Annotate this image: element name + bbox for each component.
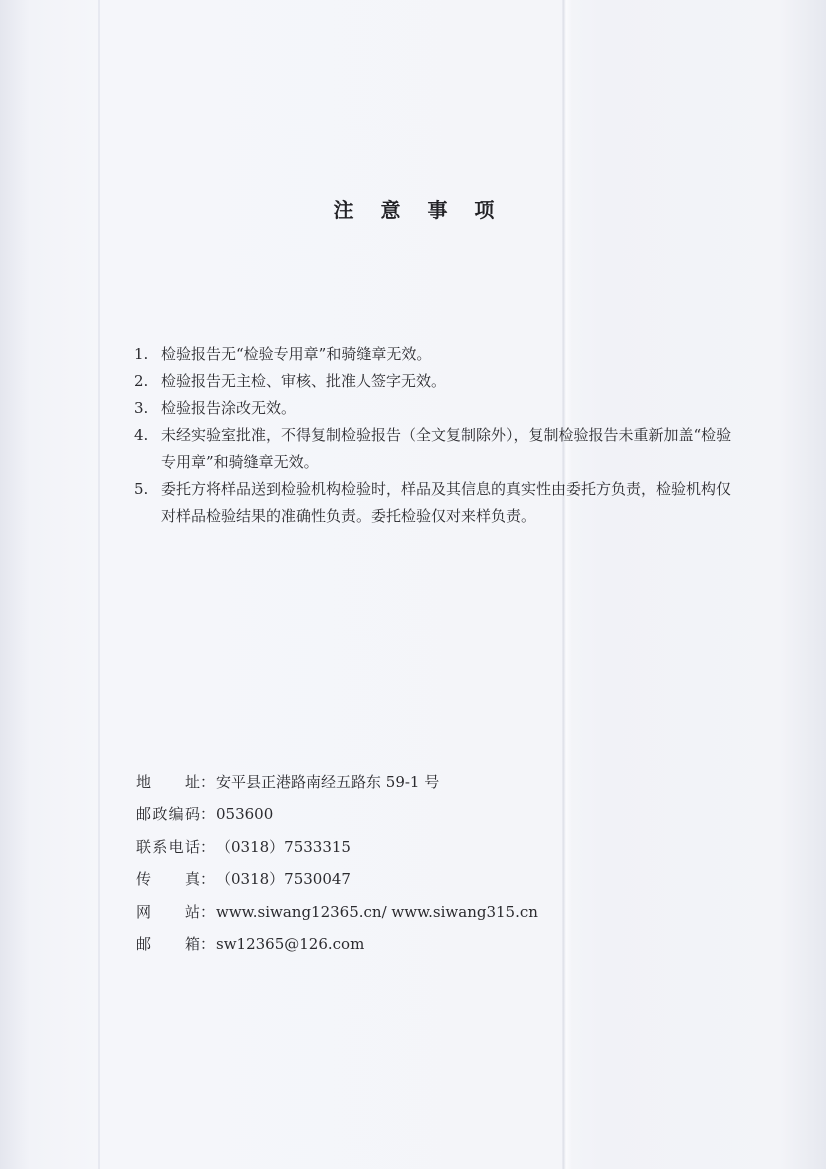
list-item <box>134 341 734 368</box>
contact-value: （0318）7530047 <box>216 870 351 889</box>
note-number: 5. <box>134 480 149 498</box>
note-text: 检验报告无“检验专用章”和骑缝章无效。 <box>161 345 432 363</box>
contact-label: 传真 <box>136 870 200 889</box>
contact-email <box>136 928 696 960</box>
contact-info <box>136 766 696 960</box>
contact-postcode <box>136 798 696 830</box>
contact-colon: ： <box>200 935 216 954</box>
contact-label: 地址 <box>136 773 200 791</box>
note-text: 委托方将样品送到检验机构检验时，样品及其信息的真实性由委托方负责，检验机构仅对样品检验结果的准确性负责。委托检验仅对来样负责。 <box>161 480 732 525</box>
contact-value: 安平县正港路南经五路东 59-1 号 <box>216 773 440 791</box>
contact-phone <box>136 831 696 863</box>
contact-value: sw12365@126.com <box>216 935 365 954</box>
note-number: 4. <box>134 426 149 444</box>
contact-fax <box>136 863 696 895</box>
note-number: 1. <box>134 345 149 363</box>
contact-colon: ： <box>200 805 216 824</box>
list-item <box>134 476 734 530</box>
page-title: 注 意 事 项 <box>333 198 505 222</box>
page-fold-line <box>98 0 100 1169</box>
contact-label: 联系电话 <box>136 837 200 856</box>
note-number: 2. <box>134 372 149 390</box>
contact-colon: ： <box>200 870 216 889</box>
contact-label: 网站 <box>136 902 200 921</box>
list-item <box>134 368 734 395</box>
contact-label: 邮政编码 <box>136 805 200 824</box>
contact-value: （0318）7533315 <box>216 837 351 856</box>
contact-value: www.siwang12365.cn/ www.siwang315.cn <box>216 902 538 921</box>
notes-list <box>134 341 734 530</box>
contact-website <box>136 896 696 928</box>
note-number: 3. <box>134 399 149 417</box>
contact-label: 邮箱 <box>136 935 200 954</box>
note-text: 检验报告涂改无效。 <box>161 399 297 417</box>
contact-value: 053600 <box>216 805 274 824</box>
contact-address <box>136 766 696 798</box>
contact-colon: ： <box>200 837 216 856</box>
note-text: 检验报告无主检、审核、批准人签字无效。 <box>161 372 447 390</box>
contact-colon: ： <box>200 773 216 791</box>
list-item <box>134 395 734 422</box>
note-text: 未经实验室批准，不得复制检验报告（全文复制除外），复制检验报告未重新加盖“检验专用章”和骑缝章无效。 <box>161 426 732 471</box>
contact-colon: ： <box>200 902 216 921</box>
list-item <box>134 422 734 476</box>
